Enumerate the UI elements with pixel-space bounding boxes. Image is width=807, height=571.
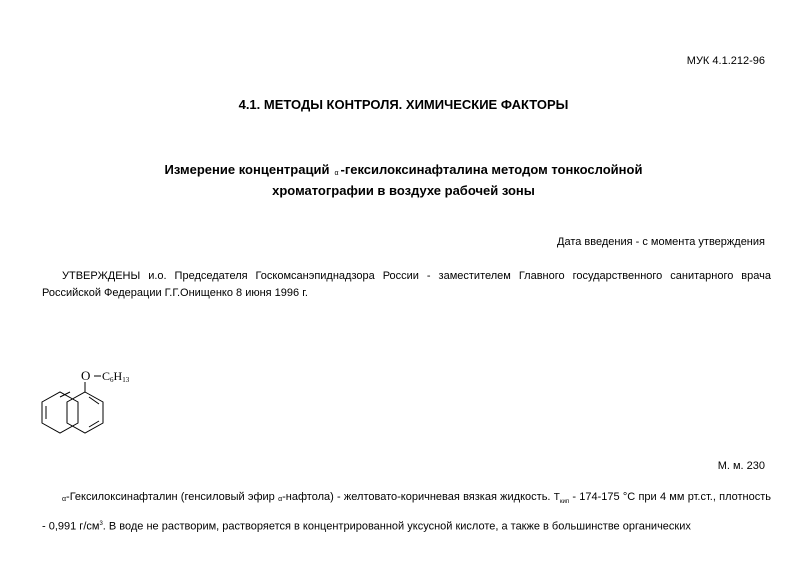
title-text-after: -гексилоксинафталина методом тонкослойной [340,162,643,177]
title-text-before: Измерение концентраций [164,162,330,177]
inner-double-bond [89,397,99,404]
introduction-date: Дата введения - с момента утверждения [557,236,765,248]
chain-label [102,369,130,384]
naphthalene-rings [42,382,103,433]
description-text: . В воде не растворим, растворяется в концентрированной уксусной кислоте, а также в большинстве органических [102,520,691,533]
right-ring [67,392,103,433]
description-text: - 174-175 °С при 4 мм рт.ст., плотность - 0,991 г/см [42,491,771,533]
chain-c: C [102,369,111,383]
greek-alpha: α [278,496,283,503]
approval-lead: УТВЕРЖДЕНЫ [62,270,141,282]
molecular-weight: М. м. 230 [717,460,765,472]
oxygen-label: O [81,368,91,383]
boiling-point-symbol: T [553,492,560,503]
description-text: -нафтола) - желтовато-коричневая вязкая жидкость. [282,491,554,503]
description-paragraph [42,486,771,538]
document-code: МУК 4.1.212-96 [686,55,765,67]
chain-h-sub: 13 [122,376,130,384]
approval-text: и.о. Председателя Госкомсанэпиднадзора России - заместителем Главного государственного санитарного врача Российской Федерации Г.Г.Онищенко 8 июня 1996 г. [42,270,771,299]
title-greek-alpha: α [334,170,339,177]
left-ring [42,392,78,433]
document-title [0,161,807,199]
chain-h: H [113,369,123,383]
chain-c-sub: 6 [110,376,114,384]
description-text: -Гексилоксинафталин (генсиловый эфир [66,491,279,503]
title-line-2: хроматографии в воздухе рабочей зоны [272,183,535,198]
greek-alpha: α [62,496,67,503]
cubic-superscript: 3 [99,521,103,527]
section-title: 4.1. МЕТОДЫ КОНТРОЛЯ. ХИМИЧЕСКИЕ ФАКТОРЫ [238,97,569,112]
structural-formula [38,368,168,444]
approval-paragraph [42,268,771,302]
boiling-point-subscript: кип [559,499,570,505]
